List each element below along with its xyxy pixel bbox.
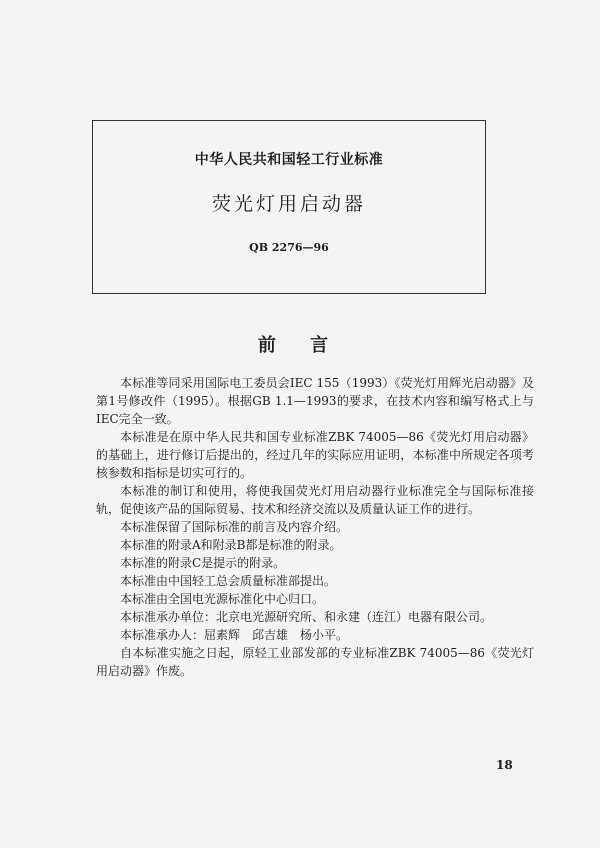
paragraph: 本标准等同采用国际电工委员会IEC 155（1993）《荧光灯用辉光启动器》及第1号修改件（1995）。根据GB 1.1—1993的要求，在技术内容和编写格式上与IEC完全一致。 <box>96 376 534 426</box>
paragraph: 本标准承办人：屈素辉 邱吉雄 杨小平。 <box>120 628 349 642</box>
page-number: 18 <box>496 758 513 772</box>
section-heading: 前 言 <box>257 335 343 356</box>
foreword-body <box>96 374 534 680</box>
standard-code: QB 2276—96 <box>249 241 329 254</box>
document-title: 荧光灯用启动器 <box>211 193 366 215</box>
standard-header-box <box>92 120 486 294</box>
paragraph: 本标准的制订和使用，将使我国荧光灯用启动器行业标准完全与国际标准接轨，促使该产品的国际贸易、技术和经济交流以及质量认证工作的进行。 <box>96 484 534 516</box>
paragraph: 本标准由全国电光源标准化中心归口。 <box>120 592 325 606</box>
organization-name: 中华人民共和国轻工行业标准 <box>194 152 384 168</box>
paragraph: 自本标准实施之日起，原轻工业部发部的专业标准ZBK 74005—86《荧光灯用启动器》作废。 <box>96 646 534 678</box>
paragraph: 本标准由中国轻工总会质量标准部提出。 <box>120 574 337 588</box>
paragraph: 本标准承办单位：北京电光源研究所、和永建（连江）电器有限公司。 <box>120 610 493 624</box>
paragraph: 本标准是在原中华人民共和国专业标准ZBK 74005—86《荧光灯用启动器》的基础上，进行修订后提出的，经过几年的实际应用证明，本标准中所规定各项考核参数和指标是切实可行的。 <box>96 430 534 480</box>
paragraph: 本标准的附录C是提示的附录。 <box>120 556 286 570</box>
paragraph: 本标准保留了国际标准的前言及内容介绍。 <box>120 520 349 534</box>
paragraph: 本标准的附录A和附录B都是标准的附录。 <box>120 538 342 552</box>
